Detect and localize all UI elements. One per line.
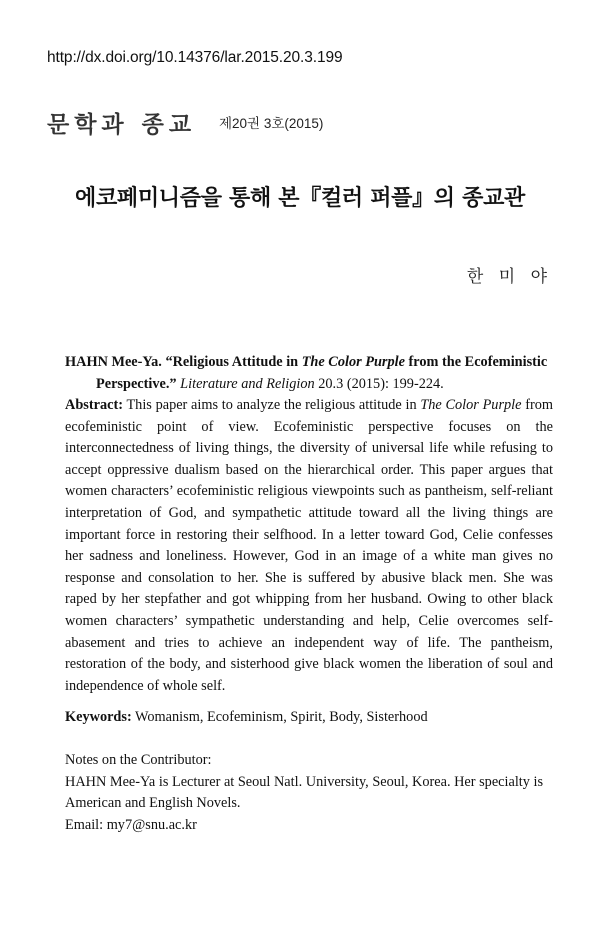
notes-bio: HAHN Mee-Ya is Lecturer at Seoul Natl. University, Seoul, Korea. Her specialty is American and English Novels. [65,773,544,812]
abstract-text-rest: from ecofeministic point of view. Ecofeministic perspective focuses on the interconnectedness of living things, the diversity of universal life while refusing to accept oppressive dualism based on the hierarchical order. This paper argues that women characters’ ecofeministic religious viewpoints such as pantheism, self-reliant interpretation of God, and sympathetic attitude toward all the living things are important force in restoring their selfhood. In a letter toward God, Celie confesses her sadness and loneliness. However, God in an image of a white man gives no response and consolation to her. She is suffered by abusive black men. She was raped by her stepfather and got whipping from her husband. Owing to other black women characters’ sympathetic understanding and help, Celie overcomes self-abasement and tries to achieve an independent way of life. The pantheism, restoration of the body, and sisterhood give black women the liberation of soul and independence of whole self. [65,397,554,694]
citation-book-title: The Color Purple [301,354,405,370]
notes-email[interactable]: Email: my7@snu.ac.kr [65,816,197,833]
author-name: 한 미 야 [466,267,552,287]
citation [65,352,553,395]
keywords [65,707,553,729]
abstract-book-title: The Color Purple [420,397,522,413]
abstract-text-start: This paper aims to analyze the religious attitude in [126,397,417,413]
citation-title-end: Perspective.” [96,375,177,392]
doi-link[interactable]: http://dx.doi.org/10.14376/lar.2015.20.3.199 [47,49,343,66]
keywords-label: Keywords: [65,709,132,725]
keywords-list: Womanism, Ecofeminism, Spirit, Body, Sisterhood [135,709,428,725]
citation-journal: Literature and Religion [180,375,315,392]
volume-issue: 제20권 3호(2015) [219,116,324,131]
citation-details: 20.3 (2015): 199-224. [318,375,444,392]
contributor-notes [65,750,553,836]
abstract-label: Abstract: [65,397,123,413]
citation-author: HAHN Mee-Ya. [65,354,162,370]
citation-line-2 [65,374,553,396]
journal-logo: 문학과 종교 [47,111,197,138]
citation-title-start: “Religious Attitude in [165,354,299,370]
notes-heading: Notes on the Contributor: [65,752,212,768]
abstract [65,395,553,697]
citation-title-mid: from the Ecofeministic [408,354,548,370]
article-title: 에코페미니즘을 통해 본『컬러 퍼플』의 종교관 [75,186,525,211]
